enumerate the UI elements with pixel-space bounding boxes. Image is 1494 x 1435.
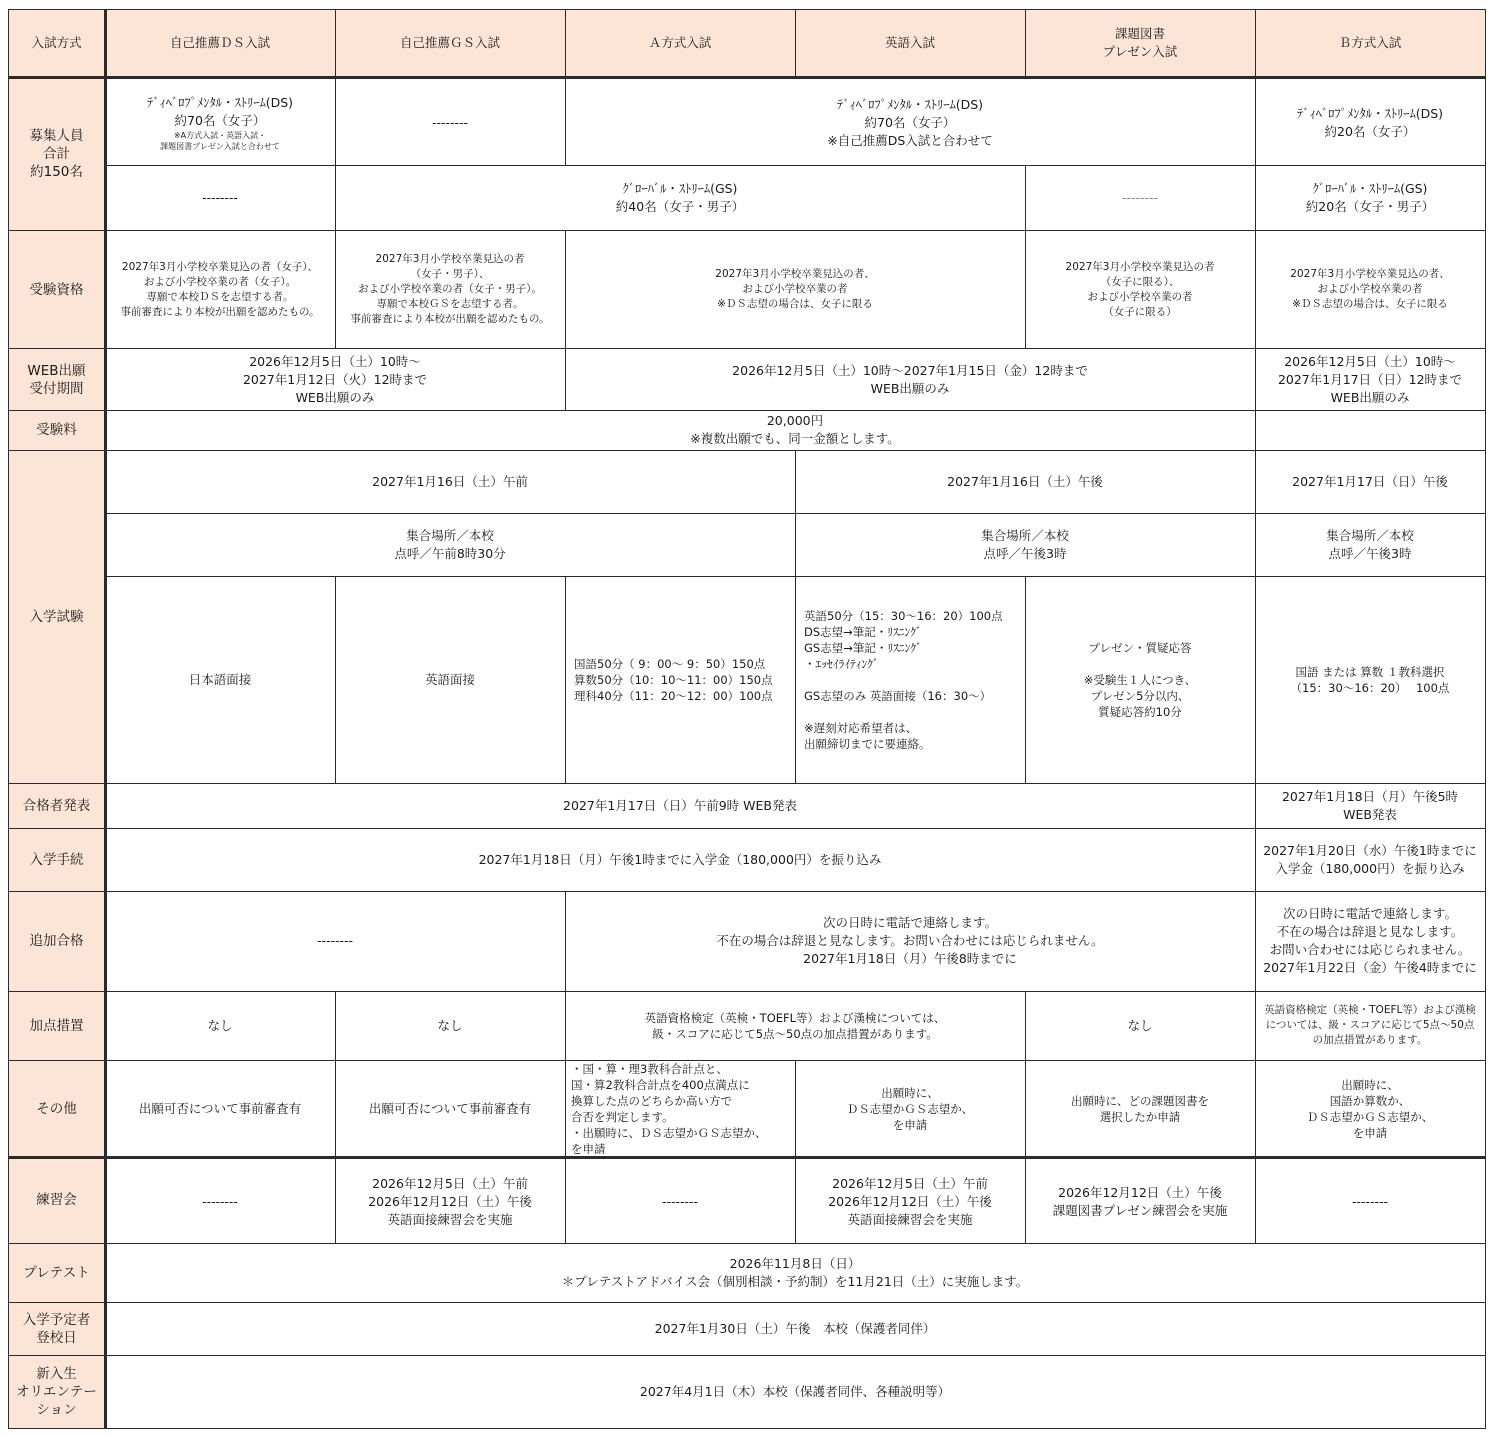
bonus-b: 英語資格検定（英検・TOEFL等）および漢検 については、級・スコアに応じて5点～50点 の加点措置があります。 bbox=[1264, 1004, 1476, 1046]
vline-335-d bbox=[335, 991, 336, 1243]
exam-method-b: 国語 または 算数 １教科選択 （15：30～16：20） 100点 bbox=[1290, 664, 1450, 695]
result-b: 2027年1月18日（月）午後5時 WEB発表 bbox=[1281, 788, 1459, 822]
line-exam-bottom bbox=[8, 783, 1486, 784]
bonus-presentation: なし bbox=[1127, 1017, 1153, 1033]
vline-795-b bbox=[795, 450, 796, 783]
row-label-additional: 追加合格 bbox=[8, 891, 105, 991]
line-recruit-bottom bbox=[8, 230, 1486, 231]
enroll-main: 2027年1月18日（月）午後1時までに入学金（180,000円）を振り込み bbox=[478, 851, 882, 867]
row-label-eligibility: 受験資格 bbox=[8, 230, 105, 349]
header-corner: 入試方式 bbox=[8, 9, 105, 77]
line-eligibility-bottom bbox=[8, 348, 1486, 349]
line-practice-bottom bbox=[8, 1243, 1486, 1244]
practice-ds-none: -------- bbox=[201, 1193, 239, 1209]
line-bonus-bottom bbox=[8, 1060, 1486, 1061]
other-gs-self: 出願可否について事前審査有 bbox=[368, 1100, 532, 1116]
line-additional-bottom bbox=[8, 991, 1486, 992]
recruit-gs-self-none: -------- bbox=[431, 115, 469, 130]
exam-meeting-pm: 集合場所／本校 点呼／午後3時 bbox=[981, 527, 1069, 561]
row-label-fee: 受験料 bbox=[8, 410, 105, 450]
exam-meeting-am: 集合場所／本校 点呼／午前8時30分 bbox=[394, 527, 506, 561]
recruit-ds-b: ﾃﾞｨﾍﾞﾛﾌﾟﾒﾝﾀﾙ・ｽﾄﾘｰﾑ(DS) 約20名（女子） bbox=[1296, 106, 1444, 139]
vline-565-b bbox=[565, 230, 566, 410]
line-enroll-bottom bbox=[8, 891, 1486, 892]
border-top bbox=[8, 9, 1486, 10]
row-label-recruitment: 募集人員 合計 約150名 bbox=[8, 77, 105, 230]
row-label-other: その他 bbox=[8, 1060, 105, 1157]
web-mid: 2026年12月5日（土）10時～2027年1月15日（金）12時まで WEB出願のみ bbox=[732, 362, 1088, 396]
eligibility-a-english: 2027年3月小学校卒業見込の者、 および小学校卒業の者 ※ＤＳ志望の場合は、女子に限る bbox=[715, 268, 875, 310]
web-self: 2026年12月5日（土）10時～ 2027年1月12日（火）12時まで WEB出願のみ bbox=[242, 353, 428, 405]
result-main: 2027年1月17日（日）午前9時 WEB発表 bbox=[563, 797, 797, 813]
row-label-enrollment: 入学手続 bbox=[8, 828, 105, 891]
border-right bbox=[1485, 9, 1486, 1429]
vline-335-b bbox=[335, 230, 336, 349]
orientation-text: 2027年4月1日（木）本校（保護者同伴、各種説明等） bbox=[639, 1383, 951, 1399]
other-presentation: 出願時に、どの課題図書を 選択したか申請 bbox=[1071, 1093, 1209, 1124]
other-ds-self: 出願可否について事前審査有 bbox=[138, 1100, 302, 1116]
recruit-ds-self bbox=[105, 80, 335, 166]
divider-header bbox=[8, 76, 1486, 79]
row-label-result: 合格者発表 bbox=[8, 783, 105, 828]
practice-a-none: -------- bbox=[661, 1193, 699, 1209]
header-self-ds: 自己推薦ＤＳ入試 bbox=[105, 9, 335, 77]
exam-method-a: 国語50分（ 9：00～ 9：50）150点 算数50分（10：10～11：00）150点 理科40分（11：20～12：00）100点 bbox=[574, 656, 773, 703]
line-fee-bottom bbox=[8, 450, 1486, 451]
pretest-text: 2026年11月8日（日） ＊プレテストアドバイス会（個別相談・予約制）を11月21日（土）に実施します。 bbox=[561, 1255, 1029, 1289]
line-pretest-bottom bbox=[8, 1302, 1486, 1303]
line-visit-bottom bbox=[8, 1355, 1486, 1356]
recruit-gs-b: ｸﾞﾛｰﾊﾞﾙ・ｽﾄﾘｰﾑ(GS) 約20名（女子・男子） bbox=[1305, 181, 1435, 214]
web-b: 2026年12月5日（土）10時～ 2027年1月17日（日）12時まで WEB出願のみ bbox=[1277, 353, 1463, 405]
vline-565-d bbox=[565, 891, 566, 1243]
vline-335-c bbox=[335, 576, 336, 783]
header-english: 英語入試 bbox=[795, 9, 1025, 77]
other-b: 出願時に、 国語か算数か、 ＤＳ志望かＧＳ志望か、 を申請 bbox=[1306, 1077, 1434, 1140]
row-label-pretest: プレテスト bbox=[8, 1243, 105, 1302]
other-method-a: ・国・算・理3教科合計点と、 国・算2教科合計点を400点満点に 換算した点のどちらか高い方で 合否を判定します。 ・出願時に、ＤＳ志望かＧＳ志望か、 を申請 bbox=[571, 1061, 767, 1156]
additional-mid: 次の日時に電話で連絡します。 不在の場合は辞退と見なします。お問い合わせには応じられません。 2027年1月18日（月）午後8時までに bbox=[716, 915, 1104, 966]
header-book-presentation: 課題図書 プレゼン入試 bbox=[1025, 9, 1255, 77]
exam-gs-self: 英語面接 bbox=[424, 671, 475, 687]
exam-english: 英語50分（15：30～16：20）100点 DS志望→筆記・ﾘｽﾆﾝｸﾞ GS志望→筆記・ﾘｽﾆﾝｸﾞ ・ｴｯｾｲﾗｲﾃｨﾝｸﾞ GS志望のみ 英語面接（16：30～） ※遅刻対応希望者は、 出願締切までに要連絡。 bbox=[804, 608, 1003, 751]
vline-1255-a bbox=[1255, 9, 1256, 450]
exam-date-pm: 2027年1月16日（土）午後 bbox=[947, 473, 1103, 489]
practice-english: 2026年12月5日（土）午前 2026年12月12日（土）午後 英語面接練習会を実施 bbox=[828, 1175, 992, 1227]
exam-ds-self: 日本語面接 bbox=[188, 671, 252, 687]
exam-meeting-b: 集合場所／本校 点呼／午後3時 bbox=[1326, 527, 1414, 561]
vline-565-a bbox=[565, 9, 566, 166]
line-result-bottom bbox=[8, 828, 1486, 829]
recruit-ds-mid: ﾃﾞｨﾍﾞﾛﾌﾟﾒﾝﾀﾙ・ｽﾄﾘｰﾑ(DS) 約70名（女子） ※自己推薦DS入試と合わせて bbox=[827, 97, 993, 148]
fee-text: 20,000円 ※複数出願でも、同一金額とします。 bbox=[690, 413, 900, 446]
bonus-ds-self: なし bbox=[207, 1017, 233, 1033]
border-bottom bbox=[8, 1428, 1486, 1429]
recruit-ds-self-main: ﾃﾞｨﾍﾞﾛﾌﾟﾒﾝﾀﾙ・ｽﾄﾘｰﾑ(DS) 約70名（女子） bbox=[146, 95, 294, 128]
bonus-a-english: 英語資格検定（英検・TOEFL等）および漢検については、 級・スコアに応じて5点～50点の加点措置があります。 bbox=[644, 1010, 946, 1041]
recruit-gs-presentation-none: -------- bbox=[1121, 190, 1159, 205]
row-label-orientation: 新入生 オリエンテー ション bbox=[8, 1355, 105, 1428]
eligibility-ds-self: 2027年3月小学校卒業見込の者（女子）、 および小学校卒業の者（女子）。 専願で本校ＤＳを志望する者。 事前審査により本校が出願を認めたもの。 bbox=[120, 260, 320, 318]
exam-date-b: 2027年1月17日（日）午後 bbox=[1292, 473, 1448, 489]
divider-label-column bbox=[104, 9, 107, 1429]
vline-1025-c bbox=[1025, 576, 1026, 783]
row-label-school-visit: 入学予定者 登校日 bbox=[8, 1302, 105, 1355]
practice-presentation: 2026年12月12日（土）午後 課題図書プレゼン練習会を実施 bbox=[1052, 1184, 1228, 1218]
practice-b-none: -------- bbox=[1351, 1193, 1389, 1209]
line-recruit-mid bbox=[105, 165, 1486, 166]
divider-practice bbox=[8, 1156, 1486, 1159]
vline-335-a bbox=[335, 9, 336, 230]
exam-date-am: 2027年1月16日（土）午前 bbox=[372, 473, 528, 489]
recruit-ds-self-note: ※A方式入試・英語入試・ 課題図書プレゼン入試と合わせて bbox=[160, 131, 280, 151]
eligibility-gs-self: 2027年3月小学校卒業見込の者 （女子・男子）、 および小学校卒業の者（女子・男子）。 専願で本校ＧＳを志望する者。 事前審査により本校が出願を認めたもの。 bbox=[350, 253, 550, 325]
line-web-bottom bbox=[8, 410, 1486, 411]
eligibility-presentation: 2027年3月小学校卒業見込の者 （女子に限る）、 および小学校卒業の者 （女子に限る） bbox=[1065, 260, 1215, 318]
vline-795-c bbox=[795, 1060, 796, 1243]
recruit-gs-mid: ｸﾞﾛｰﾊﾞﾙ・ｽﾄﾘｰﾑ(GS) 約40名（女子・男子） bbox=[615, 181, 745, 214]
vline-565-c bbox=[565, 576, 566, 783]
vline-1025-b bbox=[1025, 166, 1026, 349]
header-self-gs: 自己推薦ＧＳ入試 bbox=[335, 9, 565, 77]
vline-795-a bbox=[795, 9, 796, 77]
row-label-web-application: WEB出願 受付期間 bbox=[8, 349, 105, 410]
bonus-gs-self: なし bbox=[437, 1017, 463, 1033]
recruit-gs-ds-none: -------- bbox=[201, 190, 239, 205]
additional-self-none: -------- bbox=[316, 933, 354, 948]
header-method-a: Ａ方式入試 bbox=[565, 9, 795, 77]
vline-1025-a bbox=[1025, 9, 1026, 77]
eligibility-b: 2027年3月小学校卒業見込の者、 および小学校卒業の者 ※ＤＳ志望の場合は、女子に限る bbox=[1290, 268, 1450, 310]
vline-1255-b bbox=[1255, 450, 1256, 1243]
additional-b: 次の日時に電話で連絡します。 不在の場合は辞退と見なします。 お問い合わせには応じられません。 2027年1月22日（金）午後4時までに bbox=[1263, 906, 1477, 975]
row-label-exam: 入学試験 bbox=[8, 450, 105, 783]
practice-gs-self: 2026年12月5日（土）午前 2026年12月12日（土）午後 英語面接練習会を実施 bbox=[368, 1175, 532, 1227]
row-label-bonus: 加点措置 bbox=[8, 991, 105, 1060]
visit-text: 2027年1月30日（土）午後 本校（保護者同伴） bbox=[654, 1320, 936, 1336]
header-method-b: Ｂ方式入試 bbox=[1255, 9, 1485, 77]
exam-presentation: プレゼン・質疑応答 ※受験生１人につき、 プレゼン5分以内、 質疑応答約10分 bbox=[1083, 640, 1197, 719]
other-english: 出願時に、 ＤＳ志望かＧＳ志望か、 を申請 bbox=[846, 1085, 974, 1132]
vline-1025-d bbox=[1025, 991, 1026, 1243]
border-left bbox=[8, 9, 9, 1429]
row-label-practice: 練習会 bbox=[8, 1157, 105, 1243]
enroll-b: 2027年1月20日（水）午後1時までに 入学金（180,000円）を振り込み bbox=[1263, 842, 1477, 876]
